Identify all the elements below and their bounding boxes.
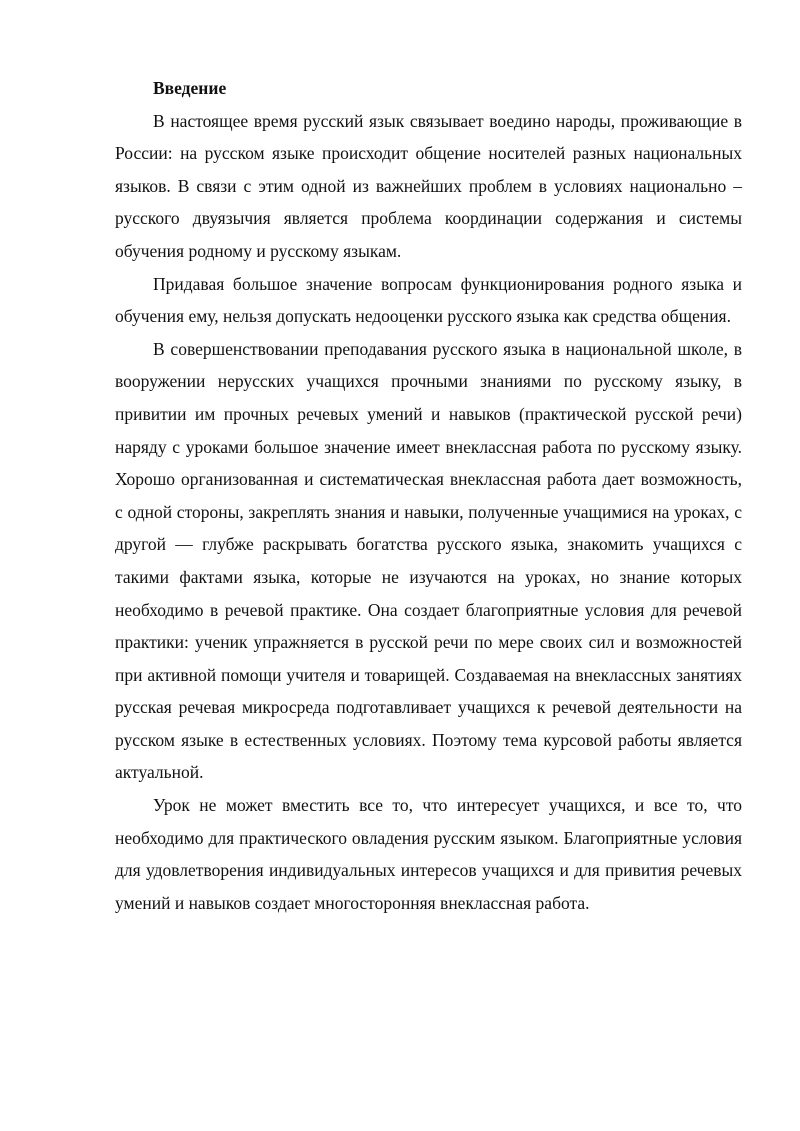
section-heading: Введение: [153, 78, 227, 98]
paragraph-3: В совершенствовании преподавания русского языка в национальной школе, в вооружении нерусских учащихся прочными знаниями по русскому языку, в привитии им прочных речевых умений и навыков (практической русской речи) наряду с уроками большое значение имеет внеклассная работа по русскому языку. Хорошо организованная и систематическая внеклассная работа дает возможность, с одной стороны, закреплять знания и навыки, полученные учащимися на уроках, с другой — глубже раскрывать богатства русского языка, знакомить учащихся с такими фактами языка, которые не изучаются на уроках, но знание которых необходимо в речевой практике. Она создает благоприятные условия для речевой практики: ученик упражняется в русской речи по мере своих сил и возможностей при активной помощи учителя и товарищей. Создаваемая на внеклассных занятиях русская речевая микросреда подготавливает учащихся к речевой деятельности на русском языке в естественных условиях. Поэтому тема курсовой работы является актуальной.: [115, 338, 742, 783]
paragraph-1: В настоящее время русский язык связывает воедино народы, проживающие в России: на русском языке происходит общение носителей разных национальных языков. В связи с этим одной из важнейших проблем в условиях национально –русского двуязычия является проблема координации содержания и системы обучения родному и русскому языкам.: [115, 110, 742, 261]
paragraph-2: Придавая большое значение вопросам функционирования родного языка и обучения ему, нельзя допускать недооценки русского языка как средства общения.: [115, 273, 742, 327]
document-page: [115, 72, 742, 919]
paragraph-4: Урок не может вместить все то, что интересует учащихся, и все то, что необходимо для практического овладения русским языком. Благоприятные условия для удовлетворения индивидуальных интересов учащихся и для привития речевых умений и навыков создает многосторонняя внеклассная работа.: [115, 795, 742, 913]
